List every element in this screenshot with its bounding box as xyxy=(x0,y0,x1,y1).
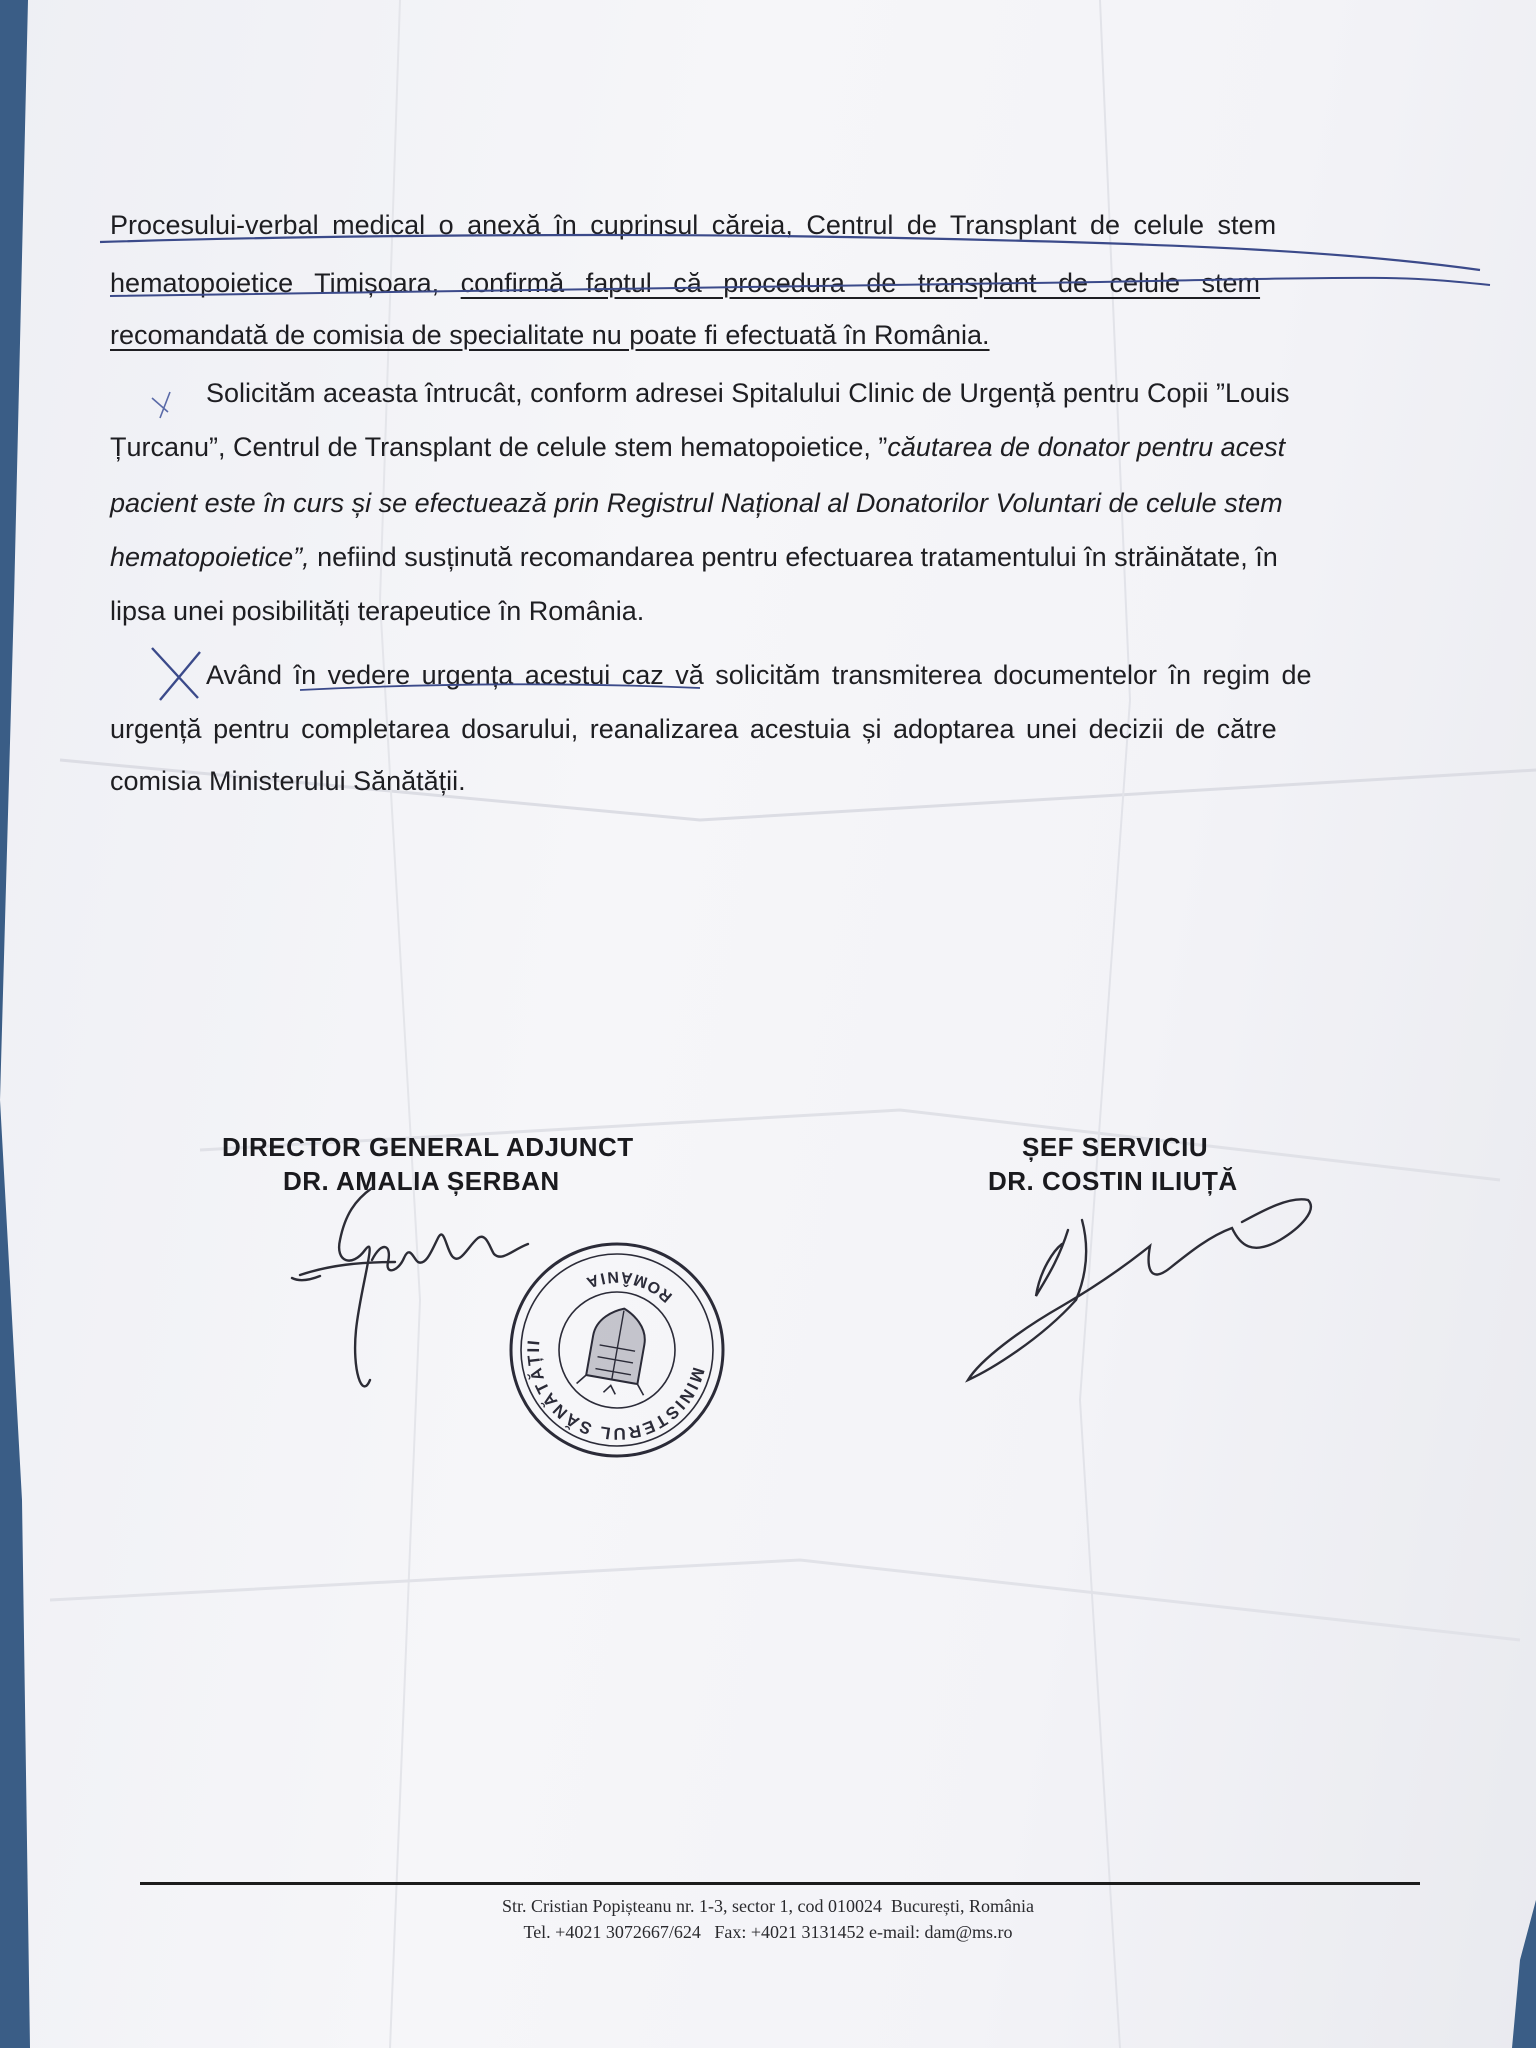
left-signatory-name: DR. AMALIA ȘERBAN xyxy=(283,1166,560,1196)
footer-divider xyxy=(140,1882,1420,1885)
left-signatory-title: DIRECTOR GENERAL ADJUNCT xyxy=(222,1132,634,1162)
stamp-top-text: MINISTERUL SĂNĂTĂȚII xyxy=(523,1337,708,1444)
paragraph-1-line-1: Procesului-verbal medical o anexă în cuprinsul căreia, Centrul de Transplant de celule stem xyxy=(110,210,1277,240)
paragraph-3-line-1: Având în vedere urgența acestui caz vă solicităm transmiterea documentelor în regim de xyxy=(206,660,1312,690)
paragraph-2-line-5: lipsa unei posibilități terapeutice în România. xyxy=(110,596,645,626)
stamp-coat-of-arms xyxy=(576,1303,658,1400)
stamp-bottom-text: ROMÂNIA xyxy=(581,1267,676,1306)
paragraph-2-line-1: Solicităm aceasta întrucât, conform adresei Spitalului Clinic de Urgență pentru Copii ”Louis xyxy=(206,378,1290,408)
paragraph-3-line-3: comisia Ministerului Sănătății. xyxy=(110,766,466,796)
ministry-stamp xyxy=(509,1244,723,1458)
footer-address: Str. Cristian Popișteanu nr. 1-3, sector 1, cod 010024 București, România xyxy=(502,1896,1034,1916)
paragraph-1-line-2-text: hematopoietice Timișoara, xyxy=(110,268,461,298)
paragraph-2-line-3: pacient este în curs și se efectuează prin Registrul Național al Donatorilor Voluntari de celule stem xyxy=(110,488,1283,518)
paragraph-2-line-2-text: Țurcanu”, Centrul de Transplant de celule stem hematopoietice, ” xyxy=(110,432,888,462)
footer-contact: Tel. +4021 3072667/624 Fax: +4021 3131452 e-mail: dam@ms.ro xyxy=(523,1922,1013,1942)
paragraph-2-line-4-quote: hematopoietice”, xyxy=(110,542,310,572)
right-signature xyxy=(968,1199,1311,1380)
paragraph-2-line-2-quote: căutarea de donator pentru acest xyxy=(887,432,1286,462)
right-signatory-name: DR. COSTIN ILIUȚĂ xyxy=(988,1166,1238,1196)
paragraph-1-line-3: recomandată de comisia de specialitate nu poate fi efectuată în România. xyxy=(110,320,990,350)
right-signatory-title: ȘEF SERVICIU xyxy=(1022,1132,1209,1162)
svg-text:ROMÂNIA xyxy=(579,1261,678,1307)
paragraph-2-line-4-text: nefiind susținută recomandarea pentru efectuarea tratamentului în străinătate, în xyxy=(309,542,1278,572)
left-signature xyxy=(292,1188,528,1386)
paragraph-3-line-2: urgență pentru completarea dosarului, reanalizarea acestuia și adoptarea unei decizii de către xyxy=(110,714,1277,744)
paragraph-1-line-2-underlined: confirmă faptul că procedura de transplant de celule stem xyxy=(460,268,1261,298)
